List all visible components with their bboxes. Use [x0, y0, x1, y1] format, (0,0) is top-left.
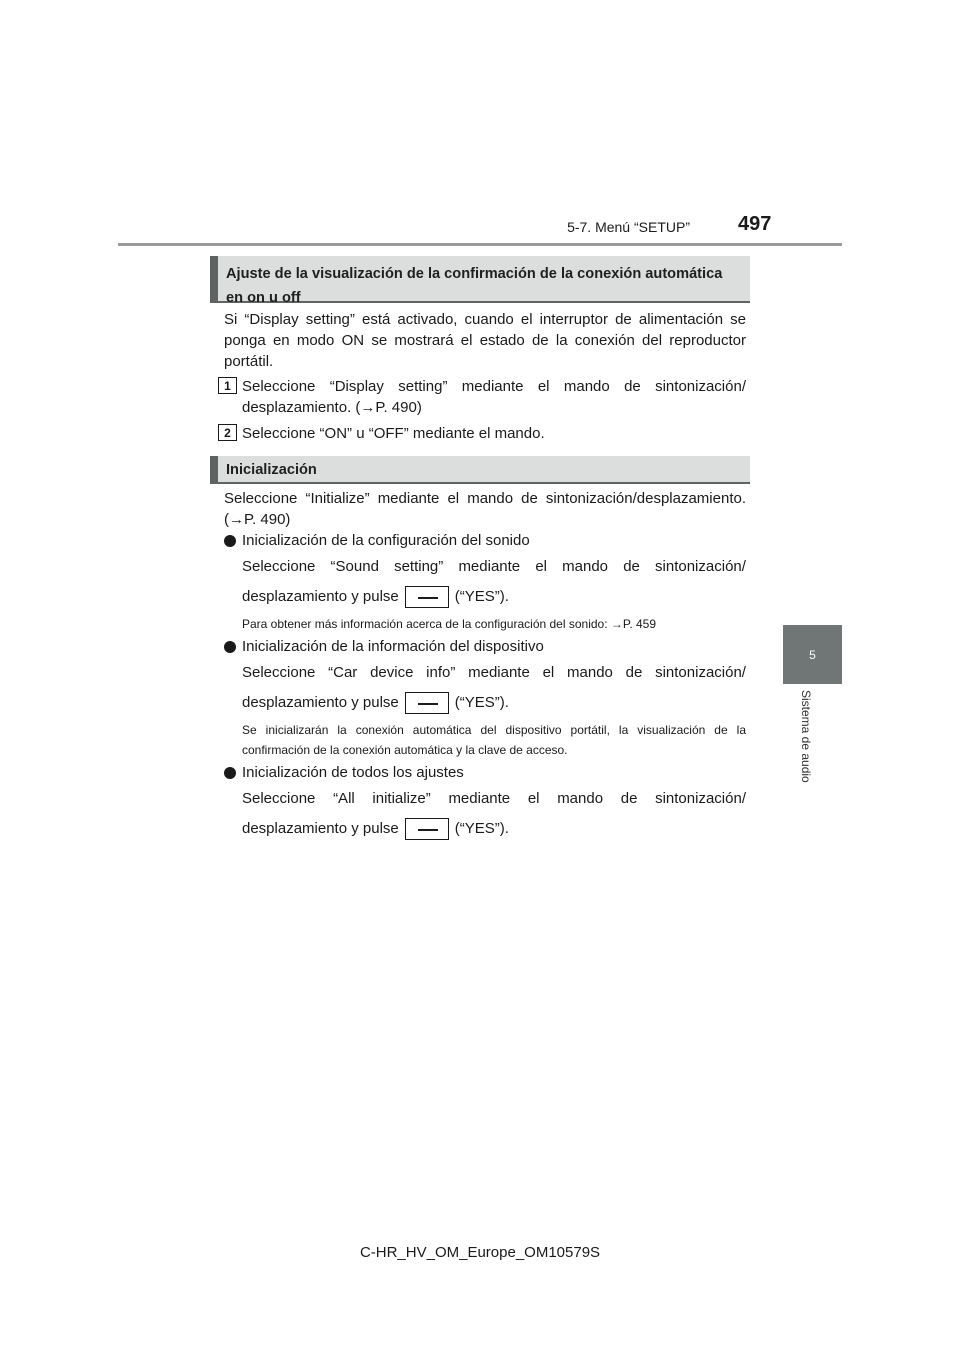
word: “All: [333, 790, 355, 807]
text: (“YES”).: [454, 694, 509, 711]
chapter-title: [798, 690, 828, 850]
word: el: [542, 664, 555, 681]
section-heading-auto-connection: Ajuste de la visualización de la confirmación de la conexión automática en on u off: [210, 256, 750, 303]
item-line-all: [242, 788, 746, 809]
word: sintonización/: [655, 558, 746, 575]
word: mediante: [468, 664, 530, 681]
item-line2-all: [242, 818, 746, 840]
word: sintonización/: [655, 664, 746, 681]
text: (“YES”).: [454, 820, 509, 837]
word: el: [527, 790, 540, 807]
word: el: [535, 558, 547, 575]
section2-intro: Seleccione “Initialize” mediante el mando de sintonización/desplazamiento. (→P. 490): [224, 490, 746, 528]
word: setting”: [394, 558, 444, 575]
item-title-device: Inicialización de la información del dispositivo: [242, 638, 544, 655]
item-line-sound: [242, 556, 746, 577]
dash-button-icon: [405, 818, 449, 840]
step-number-1: 1: [218, 377, 237, 394]
word: Seleccione: [242, 790, 316, 807]
bullet-icon: [224, 535, 236, 547]
item-note-sound: Para obtener más información acerca de la configuración del sonido: →P. 459: [242, 617, 657, 631]
chapter-title-text: Sistema de audio: [799, 690, 813, 783]
word: de: [623, 558, 640, 575]
text: (“YES”).: [454, 588, 509, 605]
item-title-all: Inicialización de todos los ajustes: [242, 764, 464, 781]
section1-intro: Si “Display setting” está activado, cuando el interruptor de alimentación se ponga en modo ON se mostrará el estado de la conexión del reproductor portátil.: [224, 311, 746, 370]
chapter-tab: 5: [783, 625, 842, 684]
item-line2-sound: [242, 586, 746, 608]
word: sintonización/: [655, 790, 746, 807]
dash-button-icon: [405, 586, 449, 608]
section-heading-initialization: Inicialización: [210, 456, 750, 484]
word: mediante: [458, 558, 521, 575]
text: desplazamiento y pulse: [242, 820, 399, 837]
page-number: 497: [738, 213, 772, 235]
word: device: [370, 664, 414, 681]
item-line2-device: [242, 692, 746, 714]
section-title: 5-7. Menú “SETUP”: [567, 219, 690, 235]
word: de: [620, 790, 638, 807]
word: mando: [562, 558, 609, 575]
dash-button-icon: [405, 692, 449, 714]
word: Seleccione: [242, 558, 316, 575]
word: “Car: [328, 664, 358, 681]
bullet-icon: [224, 767, 236, 779]
step-number-2: 2: [218, 424, 237, 441]
word: mando: [557, 790, 604, 807]
header-rule: [118, 243, 842, 246]
word: initialize”: [372, 790, 431, 807]
document-code: C-HR_HV_OM_Europe_OM10579S: [359, 1244, 601, 1261]
word: mediante: [448, 790, 511, 807]
text: desplazamiento y pulse: [242, 694, 399, 711]
word: de: [625, 664, 643, 681]
item-line-device: [242, 662, 746, 683]
word: “Sound: [330, 558, 379, 575]
text: desplazamiento y pulse: [242, 588, 399, 605]
step-text-2: Seleccione “ON” u “OFF” mediante el mando.: [242, 425, 545, 442]
item-note-device: Se inicializarán la conexión automática del dispositivo portátil, la visualización de la confirmación de la conexión automática y la clave de acceso.: [242, 723, 746, 757]
word: mando: [567, 664, 613, 681]
bullet-icon: [224, 641, 236, 653]
word: Seleccione: [242, 664, 316, 681]
item-title-sound: Inicialización de la configuración del sonido: [242, 532, 530, 549]
step-text-1: Seleccione “Display setting” mediante el mando de sintonización/ desplazamiento. (→P. 490): [242, 378, 746, 416]
word: info”: [426, 664, 456, 681]
